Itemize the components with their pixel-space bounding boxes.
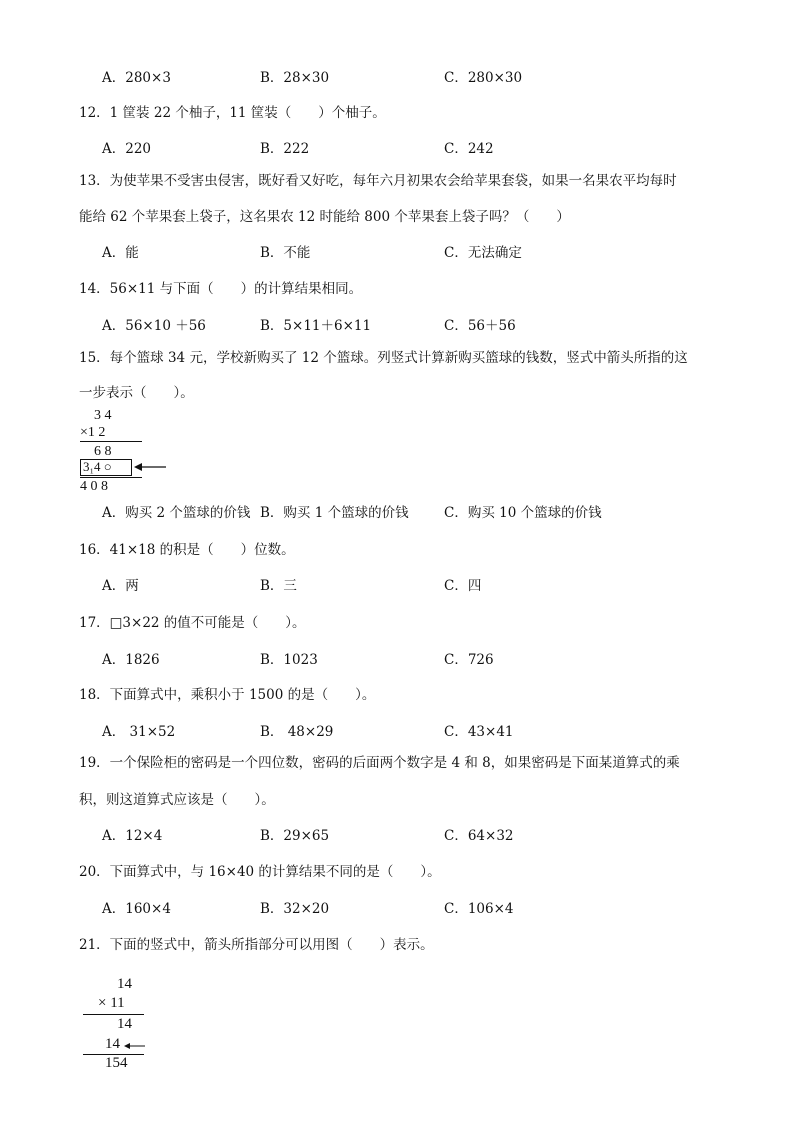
q12-question: 12．1 筐装 22 个柚子，11 筐装（ ）个柚子。 bbox=[79, 105, 386, 121]
q16-question: 16．41×18 的积是（ ）位数。 bbox=[79, 542, 295, 558]
q15-vertical-rule2 bbox=[80, 477, 142, 478]
q16-option-b[interactable]: B．三 bbox=[260, 578, 297, 594]
q17-option-b[interactable]: B．1023 bbox=[260, 652, 318, 668]
q18-option-a[interactable]: A． 31×52 bbox=[102, 724, 176, 740]
q14-option-a[interactable]: A．56×10 ＋56 bbox=[102, 318, 206, 334]
q14-option-c[interactable]: C．56＋56 bbox=[444, 318, 516, 334]
q15-vertical-rule1 bbox=[80, 441, 142, 442]
q21-vertical-row1: 14 bbox=[117, 976, 132, 992]
arrow-left-icon bbox=[134, 460, 168, 474]
q18-option-c[interactable]: C．43×41 bbox=[444, 724, 514, 740]
q19-option-c[interactable]: C．64×32 bbox=[444, 828, 514, 844]
q15-option-b[interactable]: B．购买 1 个篮球的价钱 bbox=[260, 505, 409, 521]
arrow-left-icon bbox=[124, 1040, 146, 1052]
q11-option-a[interactable]: A．280×3 bbox=[102, 70, 171, 86]
q12-option-b[interactable]: B．222 bbox=[260, 141, 310, 157]
q16-option-c[interactable]: C．四 bbox=[444, 578, 482, 594]
q20-option-b[interactable]: B．32×20 bbox=[260, 901, 330, 917]
q18-question: 18．下面算式中，乘积小于 1500 的是（ ）。 bbox=[79, 687, 376, 703]
q14-question: 14．56×11 与下面（ ）的计算结果相同。 bbox=[79, 281, 363, 297]
q17-question: 17．□3×22 的值不可能是（ ）。 bbox=[79, 615, 306, 631]
q15-vertical-multiplication bbox=[80, 408, 170, 496]
q12-option-a[interactable]: A．220 bbox=[102, 141, 152, 157]
q13-option-a[interactable]: A．能 bbox=[102, 245, 139, 261]
q15-question-line2: 一步表示（ ）。 bbox=[79, 385, 194, 401]
q11-option-b[interactable]: B．28×30 bbox=[260, 70, 330, 86]
q17-option-c[interactable]: C．726 bbox=[444, 652, 494, 668]
q19-option-a[interactable]: A．12×4 bbox=[102, 828, 163, 844]
q15-question-line1: 15．每个篮球 34 元，学校新购买了 12 个篮球。列竖式计算新购买篮球的钱数，竖式中箭头所指的这 bbox=[79, 350, 688, 366]
q20-option-c[interactable]: C．106×4 bbox=[444, 901, 514, 917]
q15-vertical-row3: 6 8 bbox=[94, 444, 112, 459]
q18-option-b[interactable]: B． 48×29 bbox=[260, 724, 334, 740]
q15-vertical-row2: ×1 2 bbox=[80, 425, 106, 440]
q13-option-b[interactable]: B．不能 bbox=[260, 245, 311, 261]
q13-question-line2: 能给 62 个苹果套上袋子，这名果农 12 时能给 800 个苹果套上袋子吗？（ ） bbox=[79, 209, 570, 225]
q17-option-a[interactable]: A．1826 bbox=[102, 652, 160, 668]
q21-vertical-row3: 14 bbox=[117, 1016, 132, 1032]
q21-vertical-rule1 bbox=[83, 1014, 144, 1015]
q21-vertical-multiplication bbox=[80, 976, 180, 1072]
q21-vertical-row5: 154 bbox=[105, 1055, 128, 1071]
q16-option-a[interactable]: A．两 bbox=[102, 578, 139, 594]
q13-option-c[interactable]: C．无法确定 bbox=[444, 245, 522, 261]
q12-option-c[interactable]: C．242 bbox=[444, 141, 494, 157]
q14-option-b[interactable]: B．5×11＋6×11 bbox=[260, 318, 372, 334]
q15-option-a[interactable]: A．购买 2 个篮球的价钱 bbox=[102, 505, 251, 521]
q19-question-line1: 19．一个保险柜的密码是一个四位数，密码的后面两个数字是 4 和 8，如果密码是下面某道算式的乘 bbox=[79, 755, 680, 771]
q15-vertical-row5: 4 0 8 bbox=[80, 479, 108, 494]
q19-option-b[interactable]: B．29×65 bbox=[260, 828, 330, 844]
q21-vertical-row4: 14 bbox=[105, 1036, 120, 1052]
q15-vertical-row4: 3₁4 ○ bbox=[83, 459, 112, 474]
q20-question: 20．下面算式中，与 16×40 的计算结果不同的是（ ）。 bbox=[79, 864, 441, 880]
q21-question: 21．下面的竖式中，箭头所指部分可以用图（ ）表示。 bbox=[79, 937, 434, 953]
q19-question-line2: 积，则这道算式应该是（ ）。 bbox=[79, 792, 275, 808]
q11-option-c[interactable]: C．280×30 bbox=[444, 70, 523, 86]
q20-option-a[interactable]: A．160×4 bbox=[102, 901, 171, 917]
q13-question-line1: 13．为使苹果不受害虫侵害，既好看又好吃，每年六月初果农会给苹果套袋，如果一名果农平均每时 bbox=[79, 173, 677, 189]
q15-vertical-row1: 3 4 bbox=[94, 408, 112, 423]
q15-option-c[interactable]: C．购买 10 个篮球的价钱 bbox=[444, 505, 602, 521]
q21-vertical-row2: × 11 bbox=[98, 995, 125, 1011]
